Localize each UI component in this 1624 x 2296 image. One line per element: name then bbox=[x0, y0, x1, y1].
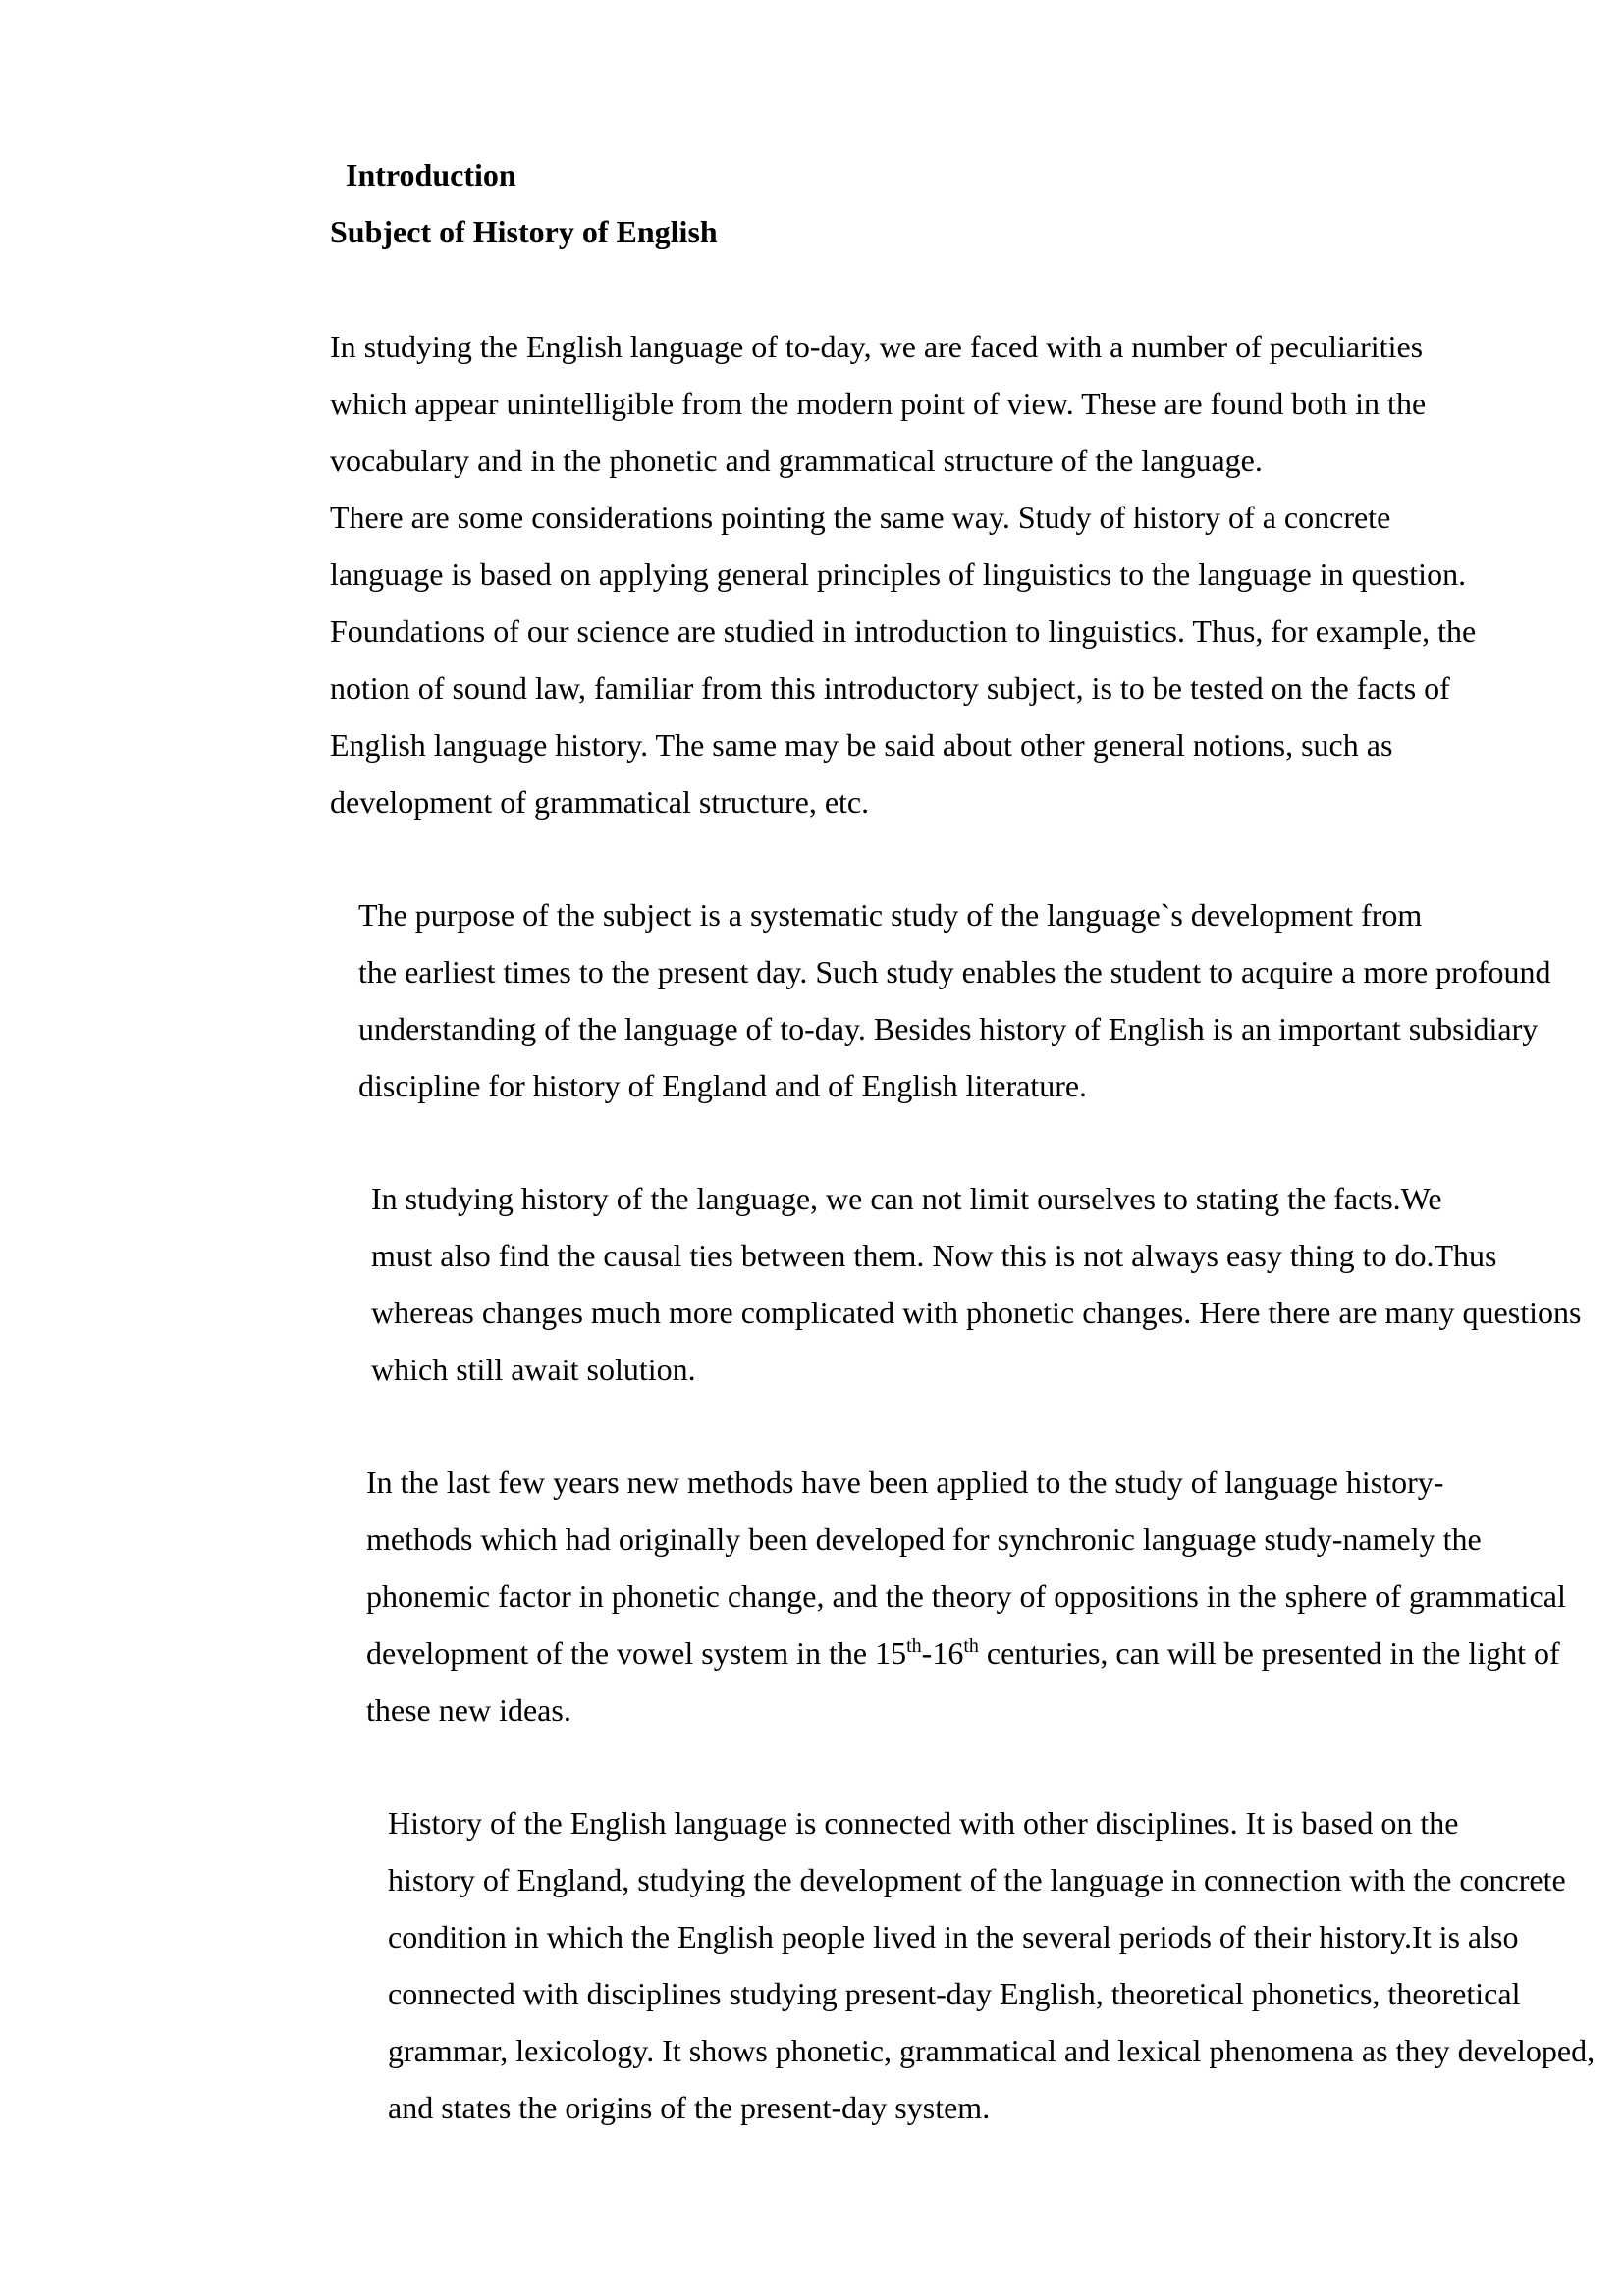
ordinal-superscript: th bbox=[963, 1635, 979, 1657]
paragraph-line: which appear unintelligible from the modern point of view. These are found both in the bbox=[330, 386, 1427, 421]
paragraph-line: notion of sound law, familiar from this introductory subject, is to be tested on the facts of bbox=[330, 670, 1450, 706]
paragraph-line: understanding of the language of to-day. Besides history of English is an important subsidiary bbox=[358, 1011, 1539, 1046]
paragraph-5 bbox=[233, 1454, 1566, 1738]
paragraph-line: English language history. The same may be said about other general notions, such as bbox=[330, 727, 1393, 763]
paragraph-line: language is based on applying general principles of linguistics to the language in question. bbox=[330, 557, 1467, 592]
paragraph-line: connected with disciplines studying present-day English, theoretical phonetics, theoretical bbox=[388, 1976, 1521, 2011]
text-segment: -16 bbox=[921, 1635, 964, 1671]
paragraph-line: which still await solution. bbox=[371, 1352, 696, 1387]
text-segment: centuries, can will be presented in the light of bbox=[978, 1635, 1560, 1671]
text-segment: development of the vowel system in the 15 bbox=[366, 1635, 907, 1671]
paragraph-line: methods which had originally been developed for synchronic language study-namely the bbox=[366, 1522, 1482, 1557]
paragraph-line: History of the English language is connected with other disciplines. It is based on the bbox=[388, 1805, 1459, 1841]
ordinal-superscript: th bbox=[906, 1635, 922, 1657]
paragraph-line: history of England, studying the development of the language in connection with the concrete bbox=[388, 1862, 1566, 1897]
paragraph-line: phonemic factor in phonetic change, and the theory of oppositions in the sphere of grammatical bbox=[366, 1578, 1566, 1614]
paragraph-line: The purpose of the subject is a systematic study of the language`s development from bbox=[358, 897, 1423, 933]
heading-introduction: Introduction bbox=[346, 157, 516, 192]
paragraph-line: these new ideas. bbox=[366, 1692, 571, 1728]
paragraph-line: discipline for history of England and of English literature. bbox=[358, 1068, 1088, 1103]
paragraph-line: whereas changes much more complicated with phonetic changes. Here there are many questions bbox=[371, 1295, 1582, 1330]
heading-subject: Subject of History of English bbox=[330, 214, 718, 249]
paragraph-4 bbox=[233, 1170, 1582, 1398]
paragraph-3 bbox=[233, 886, 1551, 1114]
paragraph-line: condition in which the English people lived in the several periods of their history.It is also bbox=[388, 1919, 1519, 1954]
paragraph-line: In the last few years new methods have been applied to the study of language history- bbox=[366, 1465, 1444, 1500]
paragraph-line: vocabulary and in the phonetic and grammatical structure of the language. bbox=[330, 443, 1263, 478]
paragraph-line: the earliest times to the present day. Such study enables the student to acquire a more profound bbox=[358, 954, 1551, 989]
paragraph-line: development of grammatical structure, etc. bbox=[330, 784, 870, 820]
paragraph-6 bbox=[233, 1794, 1596, 2136]
paragraph-line: Foundations of our science are studied in introduction to linguistics. Thus, for example, the bbox=[330, 614, 1477, 649]
paragraph-line: There are some considerations pointing the same way. Study of history of a concrete bbox=[330, 500, 1391, 535]
paragraph-line-with-superscripts bbox=[233, 1625, 1560, 1682]
paragraph-2 bbox=[233, 489, 1509, 830]
paragraph-line: In studying history of the language, we can not limit ourselves to stating the facts.We bbox=[371, 1181, 1442, 1216]
paragraph-line: must also find the causal ties between them. Now this is not always easy thing to do.Thus bbox=[371, 1238, 1497, 1273]
paragraph-1 bbox=[233, 318, 1509, 489]
paragraph-line: In studying the English language of to-day, we are faced with a number of peculiarities bbox=[330, 329, 1424, 364]
paragraph-line: and states the origins of the present-day system. bbox=[388, 2090, 991, 2125]
paragraph-line: grammar, lexicology. It shows phonetic, grammatical and lexical phenomena as they developed, bbox=[388, 2033, 1596, 2068]
